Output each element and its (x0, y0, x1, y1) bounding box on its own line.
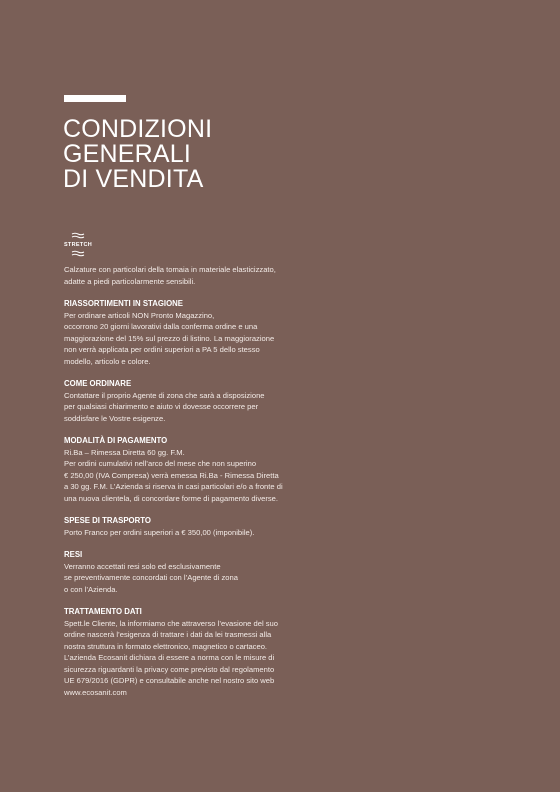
section-trattamento-dati (64, 606, 314, 698)
section-trasporto (64, 515, 314, 538)
section-heading: SPESE DI TRASPORTO (64, 516, 151, 525)
page-title-line-3: DI VENDITA (63, 165, 204, 193)
section-heading: COME ORDINARE (64, 379, 132, 388)
title-accent-bar (64, 95, 126, 102)
section-resi (64, 549, 314, 595)
section-heading: RIASSORTIMENTI IN STAGIONE (64, 299, 183, 308)
page-title-line-1: CONDIZIONI (63, 115, 213, 143)
section-body: Per ordinare articoli NON Pronto Magazzino, occorrono 20 giorni lavorativi dalla conferma ordine e una maggiorazione del 15% sul prezzo di listino. La maggiorazione non verrà applicata per ordini superiori a PA 5 dello stesso modello, articolo e colore. (64, 310, 275, 366)
conditions-content (64, 264, 314, 709)
section-come-ordinare (64, 378, 314, 424)
section-pagamento (64, 435, 314, 504)
section-heading: MODALITÀ DI PAGAMENTO (64, 436, 168, 445)
section-body: Contattare il proprio Agente di zona che sarà a disposizione per qualsiasi chiarimento e aiuto vi dovesse occorrere per soddisfare le Vostre esigenze. (64, 390, 265, 423)
section-body: Spett.le Cliente, la informiamo che attraverso l’evasione del suo ordine nascerà l’esigenza di trattare i dati da lei trasmessi alla nostra struttura in formato elettronico, magnetico o cartaceo. L’azienda Ecosanit dichiara di essere a norma con le misure di sicurezza riguardanti la privacy come previsto dal regolamento UE 679/2016 (GDPR) e consultabile anche nel nostro sito web www.ecosanit.com (64, 618, 279, 697)
section-riassortimenti (64, 298, 314, 367)
stretch-label: STRETCH (63, 242, 93, 248)
section-body: Porto Franco per ordini superiori a € 350,00 (imponibile). (64, 527, 255, 537)
page-title (63, 117, 212, 192)
section-heading: TRATTAMENTO DATI (64, 607, 142, 616)
stretch-description: Calzature con particolari della tomaia in materiale elasticizzato, adatte a piedi particolarmente sensibili. (64, 265, 276, 286)
section-body: Ri.Ba – Rimessa Diretta 60 gg. F.M. Per ordini cumulativi nell’arco del mese che non superino € 250,00 (IVA Compresa) verrà emessa Ri.Ba - Rimessa Diretta a 30 gg. F.M. L’Azienda si riserva in casi particolari e/o a fronte di una nuova clientela, di concordare forme di pagamento diverse. (64, 447, 283, 503)
page-title-line-2: GENERALI (63, 140, 192, 168)
section-body: Verranno accettati resi solo ed esclusivamente se preventivamente concordati con l’Agente di zona o con l’Azienda. (64, 561, 238, 594)
section-heading: RESI (64, 550, 83, 559)
